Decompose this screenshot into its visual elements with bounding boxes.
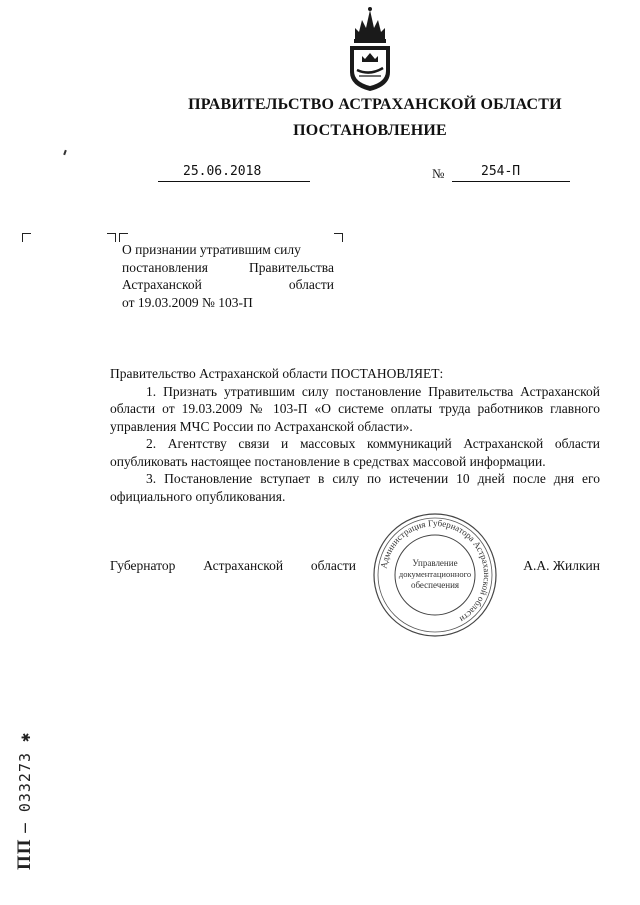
- date-underline: [158, 180, 310, 182]
- document-number: 254-П: [481, 164, 521, 179]
- registration-number: [14, 732, 36, 870]
- preamble: Правительство Астраханской области ПОСТАНОВЛЯЕТ:: [110, 366, 444, 381]
- resolution-item-3: 3. Постановление вступает в силу по истечении 10 дней после дня его официального опубликования.: [110, 471, 600, 504]
- corner-bracket-right: [334, 233, 343, 242]
- signatory-title: Губернатор Астраханской области: [110, 558, 356, 573]
- subject-line: О признании утратившим силу: [122, 242, 301, 257]
- resolution-item-2: 2. Агентству связи и массовых коммуникаций Астраханской области опубликовать настоящее постановление в средствах массовой информации.: [110, 436, 600, 469]
- stamp-inner-line: обеспечения: [410, 580, 460, 590]
- stamp-inner-line: документационного: [398, 569, 472, 579]
- registration-prefix: ПП –: [14, 822, 35, 870]
- subject-line: постановления Правительства: [122, 259, 334, 275]
- official-stamp: [372, 512, 498, 638]
- stamp-inner-line: Управление: [412, 558, 458, 568]
- corner-bracket-left: [22, 233, 31, 242]
- number-sign: №: [432, 166, 445, 181]
- corner-bracket-mid-right: [107, 233, 116, 242]
- subject-line: от 19.03.2009 № 103-П: [122, 294, 253, 310]
- document-subject: [122, 241, 334, 311]
- scan-mark: [63, 150, 67, 155]
- resolution-item-1: 1. Признать утратившим силу постановление Правительства Астраханской области от 19.03.2009 № 103-П «О системе оплаты труда работников главного управления МЧС России по Астраханской области».: [110, 383, 600, 434]
- signatory-name: А.А. Жилкин: [523, 558, 600, 573]
- subject-line: Астраханской области: [122, 277, 334, 292]
- document-body: [110, 365, 600, 505]
- number-underline: [452, 180, 570, 182]
- document-type-title: ПОСТАНОВЛЕНИЕ: [293, 122, 447, 139]
- coat-of-arms-icon: [345, 6, 395, 92]
- government-title: ПРАВИТЕЛЬСТВО АСТРАХАНСКОЙ ОБЛАСТИ: [188, 96, 562, 113]
- document-date: 25.06.2018: [183, 164, 262, 179]
- registration-digits: 033273: [16, 751, 34, 813]
- star-icon: ✱: [16, 731, 34, 742]
- stamp-outer-text: Администрация Губернатора Астраханской области: [378, 517, 493, 625]
